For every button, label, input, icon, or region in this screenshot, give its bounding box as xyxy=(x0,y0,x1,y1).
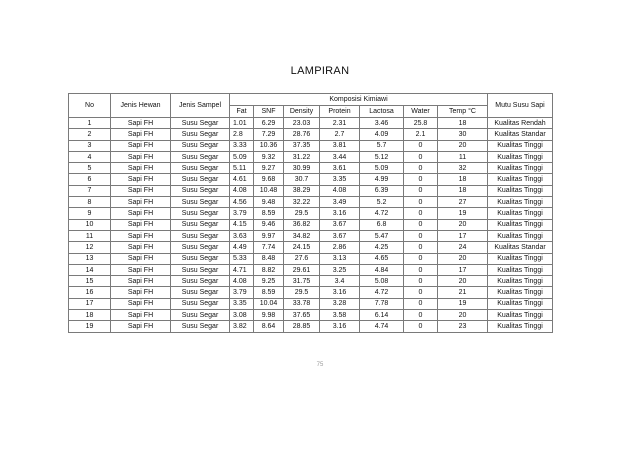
cell-lactosa: 4.74 xyxy=(360,321,404,332)
cell-mutu: Kualitas Tinggi xyxy=(488,163,553,174)
cell-jenis-hewan: Sapi FH xyxy=(111,197,171,208)
cell-density: 29.5 xyxy=(284,208,320,219)
cell-jenis-sampel: Susu Segar xyxy=(171,253,230,264)
table-row xyxy=(69,151,553,162)
cell-density: 37.35 xyxy=(284,140,320,151)
cell-jenis-hewan: Sapi FH xyxy=(111,163,171,174)
cell-water: 0 xyxy=(404,197,438,208)
cell-fat: 5.09 xyxy=(230,151,254,162)
cell-jenis-sampel: Susu Segar xyxy=(171,230,230,241)
cell-snf: 9.27 xyxy=(254,163,284,174)
header-water: Water xyxy=(404,106,438,118)
cell-snf: 9.46 xyxy=(254,219,284,230)
header-snf: SNF xyxy=(254,106,284,118)
cell-no: 5 xyxy=(69,163,111,174)
table-row xyxy=(69,321,553,332)
cell-density: 28.76 xyxy=(284,129,320,140)
cell-mutu: Kualitas Tinggi xyxy=(488,264,553,275)
cell-density: 23.03 xyxy=(284,118,320,129)
cell-mutu: Kualitas Rendah xyxy=(488,118,553,129)
cell-lactosa: 4.72 xyxy=(360,208,404,219)
page-title: LAMPIRAN xyxy=(290,65,350,77)
table-row xyxy=(69,298,553,309)
cell-snf: 10.04 xyxy=(254,298,284,309)
cell-lactosa: 7.78 xyxy=(360,298,404,309)
cell-water: 0 xyxy=(404,219,438,230)
cell-lactosa: 4.09 xyxy=(360,129,404,140)
cell-mutu: Kualitas Tinggi xyxy=(488,253,553,264)
cell-protein: 3.16 xyxy=(320,287,360,298)
cell-water: 0 xyxy=(404,140,438,151)
cell-jenis-hewan: Sapi FH xyxy=(111,276,171,287)
cell-no: 17 xyxy=(69,298,111,309)
cell-density: 28.85 xyxy=(284,321,320,332)
cell-mutu: Kualitas Tinggi xyxy=(488,219,553,230)
cell-jenis-hewan: Sapi FH xyxy=(111,230,171,241)
cell-fat: 3.79 xyxy=(230,208,254,219)
table-row xyxy=(69,129,553,140)
cell-protein: 4.08 xyxy=(320,185,360,196)
cell-density: 29.5 xyxy=(284,287,320,298)
cell-jenis-sampel: Susu Segar xyxy=(171,310,230,321)
cell-jenis-hewan: Sapi FH xyxy=(111,118,171,129)
cell-fat: 4.49 xyxy=(230,242,254,253)
cell-jenis-hewan: Sapi FH xyxy=(111,174,171,185)
table-row xyxy=(69,163,553,174)
cell-no: 3 xyxy=(69,140,111,151)
cell-density: 31.75 xyxy=(284,276,320,287)
cell-temp: 20 xyxy=(438,219,488,230)
cell-snf: 9.97 xyxy=(254,230,284,241)
cell-snf: 8.59 xyxy=(254,287,284,298)
cell-fat: 3.08 xyxy=(230,310,254,321)
cell-no: 14 xyxy=(69,264,111,275)
table-row xyxy=(69,264,553,275)
cell-lactosa: 4.25 xyxy=(360,242,404,253)
cell-temp: 20 xyxy=(438,276,488,287)
cell-jenis-hewan: Sapi FH xyxy=(111,253,171,264)
cell-temp: 18 xyxy=(438,174,488,185)
cell-water: 0 xyxy=(404,276,438,287)
cell-mutu: Kualitas Tinggi xyxy=(488,208,553,219)
page-number: 75 xyxy=(316,362,324,368)
cell-temp: 23 xyxy=(438,321,488,332)
cell-jenis-hewan: Sapi FH xyxy=(111,140,171,151)
cell-lactosa: 4.99 xyxy=(360,174,404,185)
cell-no: 4 xyxy=(69,151,111,162)
cell-density: 34.82 xyxy=(284,230,320,241)
cell-jenis-sampel: Susu Segar xyxy=(171,287,230,298)
cell-lactosa: 5.7 xyxy=(360,140,404,151)
cell-water: 0 xyxy=(404,185,438,196)
cell-water: 0 xyxy=(404,242,438,253)
cell-density: 27.6 xyxy=(284,253,320,264)
cell-jenis-hewan: Sapi FH xyxy=(111,321,171,332)
cell-no: 9 xyxy=(69,208,111,219)
cell-protein: 3.49 xyxy=(320,197,360,208)
cell-mutu: Kualitas Tinggi xyxy=(488,230,553,241)
table-row xyxy=(69,174,553,185)
cell-temp: 19 xyxy=(438,298,488,309)
cell-snf: 8.64 xyxy=(254,321,284,332)
table-row xyxy=(69,208,553,219)
cell-jenis-sampel: Susu Segar xyxy=(171,208,230,219)
header-jenis-sampel: Jenis Sampel xyxy=(171,94,230,118)
cell-lactosa: 3.46 xyxy=(360,118,404,129)
cell-snf: 7.29 xyxy=(254,129,284,140)
cell-temp: 17 xyxy=(438,230,488,241)
cell-jenis-hewan: Sapi FH xyxy=(111,208,171,219)
table-row xyxy=(69,253,553,264)
cell-no: 8 xyxy=(69,197,111,208)
cell-snf: 10.48 xyxy=(254,185,284,196)
cell-density: 36.82 xyxy=(284,219,320,230)
cell-protein: 3.13 xyxy=(320,253,360,264)
cell-protein: 3.25 xyxy=(320,264,360,275)
cell-jenis-hewan: Sapi FH xyxy=(111,310,171,321)
cell-density: 30.99 xyxy=(284,163,320,174)
cell-water: 0 xyxy=(404,287,438,298)
cell-water: 0 xyxy=(404,264,438,275)
cell-no: 10 xyxy=(69,219,111,230)
cell-temp: 32 xyxy=(438,163,488,174)
cell-fat: 4.56 xyxy=(230,197,254,208)
cell-protein: 2.31 xyxy=(320,118,360,129)
cell-water: 0 xyxy=(404,321,438,332)
cell-jenis-sampel: Susu Segar xyxy=(171,185,230,196)
cell-water: 0 xyxy=(404,310,438,321)
cell-protein: 3.44 xyxy=(320,151,360,162)
cell-protein: 3.16 xyxy=(320,321,360,332)
cell-protein: 2.86 xyxy=(320,242,360,253)
cell-water: 0 xyxy=(404,208,438,219)
cell-fat: 4.08 xyxy=(230,185,254,196)
cell-water: 0 xyxy=(404,253,438,264)
cell-jenis-sampel: Susu Segar xyxy=(171,219,230,230)
cell-lactosa: 6.8 xyxy=(360,219,404,230)
cell-lactosa: 5.08 xyxy=(360,276,404,287)
header-protein: Protein xyxy=(320,106,360,118)
table-row xyxy=(69,310,553,321)
cell-lactosa: 5.12 xyxy=(360,151,404,162)
cell-fat: 3.79 xyxy=(230,287,254,298)
cell-fat: 3.33 xyxy=(230,140,254,151)
cell-density: 33.78 xyxy=(284,298,320,309)
cell-density: 30.7 xyxy=(284,174,320,185)
cell-water: 25.8 xyxy=(404,118,438,129)
cell-jenis-hewan: Sapi FH xyxy=(111,219,171,230)
cell-lactosa: 4.72 xyxy=(360,287,404,298)
cell-fat: 2.8 xyxy=(230,129,254,140)
cell-water: 0 xyxy=(404,151,438,162)
cell-mutu: Kualitas Tinggi xyxy=(488,185,553,196)
header-jenis-hewan: Jenis Hewan xyxy=(111,94,171,118)
cell-fat: 4.71 xyxy=(230,264,254,275)
table-row xyxy=(69,140,553,151)
cell-temp: 27 xyxy=(438,197,488,208)
cell-protein: 3.67 xyxy=(320,230,360,241)
cell-snf: 10.36 xyxy=(254,140,284,151)
cell-density: 24.15 xyxy=(284,242,320,253)
cell-no: 18 xyxy=(69,310,111,321)
header-fat: Fat xyxy=(230,106,254,118)
cell-no: 11 xyxy=(69,230,111,241)
table-row xyxy=(69,276,553,287)
cell-snf: 8.82 xyxy=(254,264,284,275)
cell-jenis-hewan: Sapi FH xyxy=(111,264,171,275)
cell-fat: 5.33 xyxy=(230,253,254,264)
cell-snf: 8.48 xyxy=(254,253,284,264)
header-density: Density xyxy=(284,106,320,118)
cell-snf: 9.32 xyxy=(254,151,284,162)
cell-lactosa: 5.47 xyxy=(360,230,404,241)
cell-fat: 4.08 xyxy=(230,276,254,287)
cell-snf: 9.25 xyxy=(254,276,284,287)
cell-protein: 3.28 xyxy=(320,298,360,309)
cell-snf: 8.59 xyxy=(254,208,284,219)
cell-jenis-sampel: Susu Segar xyxy=(171,151,230,162)
cell-temp: 24 xyxy=(438,242,488,253)
cell-water: 2.1 xyxy=(404,129,438,140)
cell-jenis-sampel: Susu Segar xyxy=(171,197,230,208)
cell-protein: 2.7 xyxy=(320,129,360,140)
cell-fat: 3.63 xyxy=(230,230,254,241)
cell-no: 7 xyxy=(69,185,111,196)
data-table xyxy=(68,93,553,333)
header-temp: Temp °C xyxy=(438,106,488,118)
header-komposisi-kimiawi: Komposisi Kimiawi xyxy=(230,94,488,106)
cell-mutu: Kualitas Tinggi xyxy=(488,287,553,298)
cell-jenis-sampel: Susu Segar xyxy=(171,118,230,129)
cell-no: 15 xyxy=(69,276,111,287)
table-header xyxy=(69,94,553,118)
table-row xyxy=(69,230,553,241)
cell-density: 32.22 xyxy=(284,197,320,208)
cell-temp: 19 xyxy=(438,208,488,219)
cell-lactosa: 4.65 xyxy=(360,253,404,264)
cell-lactosa: 5.2 xyxy=(360,197,404,208)
cell-fat: 5.11 xyxy=(230,163,254,174)
cell-mutu: Kualitas Tinggi xyxy=(488,174,553,185)
cell-jenis-sampel: Susu Segar xyxy=(171,264,230,275)
cell-lactosa: 6.14 xyxy=(360,310,404,321)
cell-protein: 3.67 xyxy=(320,219,360,230)
cell-mutu: Kualitas Tinggi xyxy=(488,140,553,151)
cell-mutu: Kualitas Tinggi xyxy=(488,197,553,208)
cell-lactosa: 5.09 xyxy=(360,163,404,174)
cell-temp: 20 xyxy=(438,253,488,264)
cell-jenis-hewan: Sapi FH xyxy=(111,242,171,253)
cell-water: 0 xyxy=(404,163,438,174)
cell-no: 6 xyxy=(69,174,111,185)
cell-density: 29.61 xyxy=(284,264,320,275)
cell-density: 38.29 xyxy=(284,185,320,196)
header-mutu-susu-sapi: Mutu Susu Sapi xyxy=(488,94,553,118)
table-row xyxy=(69,287,553,298)
cell-protein: 3.58 xyxy=(320,310,360,321)
cell-temp: 21 xyxy=(438,287,488,298)
cell-jenis-sampel: Susu Segar xyxy=(171,174,230,185)
cell-temp: 17 xyxy=(438,264,488,275)
cell-mutu: Kualitas Standar xyxy=(488,129,553,140)
cell-water: 0 xyxy=(404,298,438,309)
cell-jenis-hewan: Sapi FH xyxy=(111,151,171,162)
header-no: No xyxy=(69,94,111,118)
cell-fat: 1.01 xyxy=(230,118,254,129)
cell-jenis-hewan: Sapi FH xyxy=(111,287,171,298)
cell-jenis-sampel: Susu Segar xyxy=(171,163,230,174)
cell-fat: 4.61 xyxy=(230,174,254,185)
cell-mutu: Kualitas Tinggi xyxy=(488,310,553,321)
cell-snf: 7.74 xyxy=(254,242,284,253)
cell-jenis-hewan: Sapi FH xyxy=(111,298,171,309)
cell-jenis-sampel: Susu Segar xyxy=(171,129,230,140)
cell-density: 31.22 xyxy=(284,151,320,162)
cell-snf: 9.48 xyxy=(254,197,284,208)
cell-protein: 3.35 xyxy=(320,174,360,185)
table-row xyxy=(69,185,553,196)
cell-fat: 3.82 xyxy=(230,321,254,332)
table-row xyxy=(69,197,553,208)
cell-snf: 6.29 xyxy=(254,118,284,129)
cell-no: 19 xyxy=(69,321,111,332)
cell-fat: 3.35 xyxy=(230,298,254,309)
cell-jenis-hewan: Sapi FH xyxy=(111,129,171,140)
cell-protein: 3.61 xyxy=(320,163,360,174)
cell-jenis-sampel: Susu Segar xyxy=(171,276,230,287)
cell-jenis-sampel: Susu Segar xyxy=(171,242,230,253)
cell-mutu: Kualitas Tinggi xyxy=(488,276,553,287)
cell-temp: 11 xyxy=(438,151,488,162)
cell-mutu: Kualitas Tinggi xyxy=(488,151,553,162)
cell-temp: 30 xyxy=(438,129,488,140)
cell-density: 37.65 xyxy=(284,310,320,321)
cell-temp: 20 xyxy=(438,310,488,321)
cell-water: 0 xyxy=(404,230,438,241)
table-body xyxy=(69,118,553,333)
cell-temp: 18 xyxy=(438,118,488,129)
table-row xyxy=(69,118,553,129)
table-row xyxy=(69,219,553,230)
header-lactosa: Lactosa xyxy=(360,106,404,118)
cell-mutu: Kualitas Standar xyxy=(488,242,553,253)
cell-no: 16 xyxy=(69,287,111,298)
cell-mutu: Kualitas Tinggi xyxy=(488,321,553,332)
cell-water: 0 xyxy=(404,174,438,185)
cell-fat: 4.15 xyxy=(230,219,254,230)
cell-jenis-sampel: Susu Segar xyxy=(171,140,230,151)
table-row xyxy=(69,242,553,253)
cell-no: 12 xyxy=(69,242,111,253)
cell-protein: 3.16 xyxy=(320,208,360,219)
cell-snf: 9.68 xyxy=(254,174,284,185)
cell-no: 2 xyxy=(69,129,111,140)
cell-jenis-hewan: Sapi FH xyxy=(111,185,171,196)
cell-jenis-sampel: Susu Segar xyxy=(171,321,230,332)
cell-no: 13 xyxy=(69,253,111,264)
cell-lactosa: 6.39 xyxy=(360,185,404,196)
cell-mutu: Kualitas Tinggi xyxy=(488,298,553,309)
cell-temp: 20 xyxy=(438,140,488,151)
cell-protein: 3.4 xyxy=(320,276,360,287)
cell-snf: 9.98 xyxy=(254,310,284,321)
cell-protein: 3.81 xyxy=(320,140,360,151)
cell-jenis-sampel: Susu Segar xyxy=(171,298,230,309)
cell-lactosa: 4.84 xyxy=(360,264,404,275)
cell-temp: 18 xyxy=(438,185,488,196)
cell-no: 1 xyxy=(69,118,111,129)
